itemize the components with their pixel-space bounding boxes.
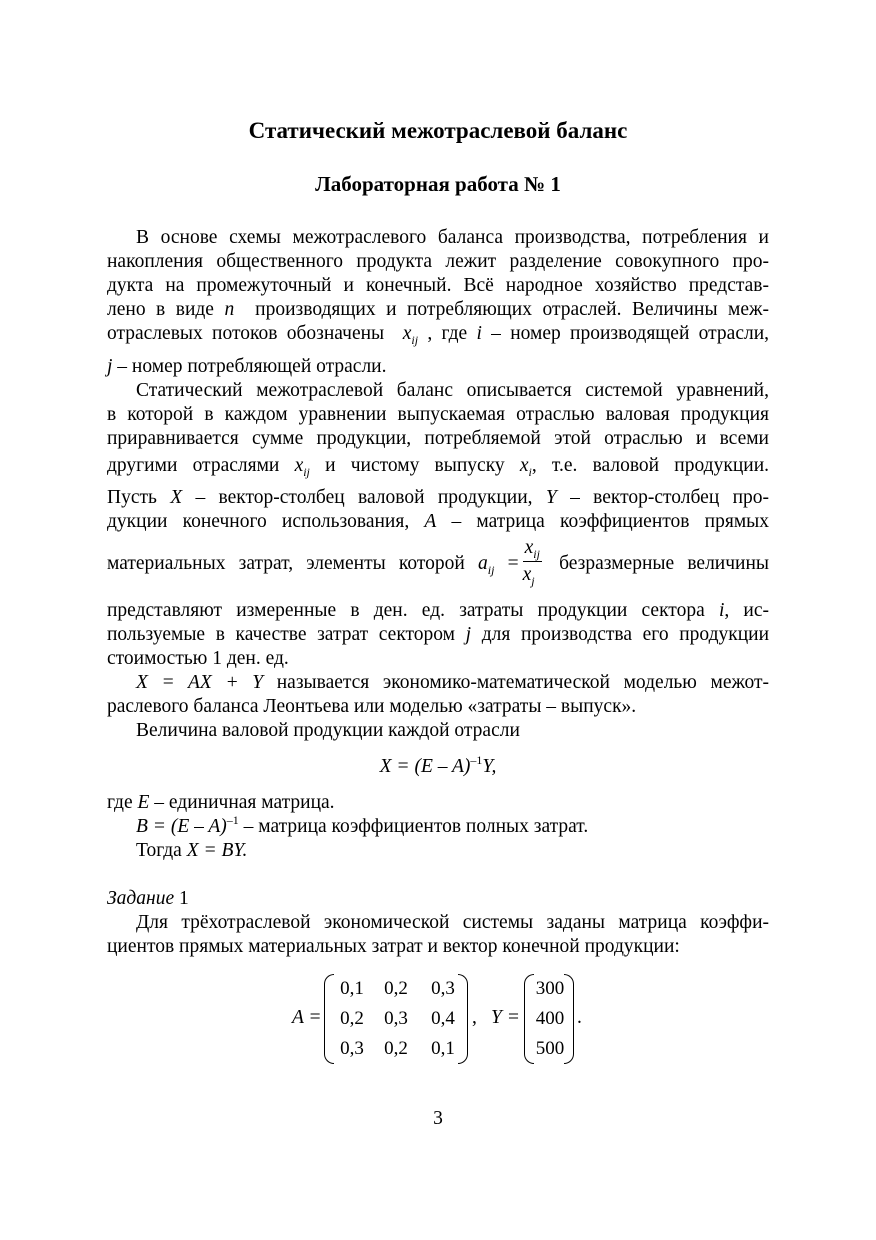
page-number: 3: [433, 1108, 443, 1129]
text-line: другими отраслями $x_{ij}$ и чистому выпуску $x_i$, т.е. валовой продукции.: [107, 455, 770, 479]
text-line: Пусть X – вектор-столбец валовой продукции, Y – вектор-столбец про-: [107, 487, 770, 508]
text-line: раслевого баланса Леонтьева или моделью «затраты – выпуск».: [107, 696, 637, 717]
text-line: дукции конечного использования, A – матрица коэффициентов прямых: [107, 511, 770, 532]
matrix-a-right-bracket: [458, 974, 468, 1064]
vector-y-right-bracket: [564, 974, 574, 1064]
text-line: отраслевых потоков обозначены $x_{ij}$ , где i – номер производящей отрасли,: [107, 323, 770, 347]
text-line: где E – единичная матрица.: [107, 792, 335, 813]
text-line: в которой в каждом уравнении выпускаемая отраслью валовая продукция: [107, 404, 769, 425]
text-line: стоимостью 1 ден. ед.: [107, 648, 289, 669]
text-line: циентов прямых материальных затрат и вектор конечной продукции:: [107, 936, 680, 957]
matrix-cell: 0,3: [384, 1008, 408, 1029]
text-line: пользуемые в качестве затрат сектором j для производства его продукции: [107, 624, 770, 645]
vector-cell: 300: [535, 978, 565, 999]
text-line: приравнивается сумме продукции, потребляемой этой отраслью и всеми: [107, 428, 769, 449]
coefficient-formula: $a_{ij}$ = $\frac{x_{ij}}{x_j}$: [478, 537, 540, 588]
matrix-cell: 0,2: [384, 978, 408, 999]
task-heading: Задание 1: [107, 888, 189, 909]
text-line: В основе схемы межотраслевого баланса производства, потребления и: [136, 227, 769, 248]
vector-y-label: Y =: [491, 1007, 520, 1028]
text-line: j – номер потребляющей отрасли.: [107, 356, 387, 377]
page-title: Статический межотраслевой баланс: [248, 118, 628, 143]
matrix-a-label: A =: [292, 1007, 322, 1028]
matrix-cell: 0,3: [431, 978, 455, 999]
matrix-cell: 0,2: [384, 1038, 408, 1059]
text-line: представляют измеренные в ден. ед. затраты продукции сектора i, ис-: [107, 600, 770, 621]
page-subtitle: Лабораторная работа № 1: [315, 172, 561, 196]
matrix-cell: 0,1: [340, 978, 364, 999]
leontief-formula: X = (E – A)$^{-1}$Y,: [379, 753, 497, 777]
text-line: материальных затрат, элементы которой $a_{ij}$ = $\frac{x_{ij}}{x_j}$ безразмерные величины: [107, 537, 770, 588]
text-line: Статический межотраслевой баланс описывается системой уравнений,: [136, 380, 769, 401]
matrix-period: .: [577, 1007, 582, 1028]
vector-cell: 400: [535, 1008, 565, 1029]
vector-cell: 500: [535, 1038, 565, 1059]
matrix-cell: 0,2: [340, 1008, 364, 1029]
matrices: [107, 970, 769, 1070]
text-line: B = (E – A)$^{-1}$ – матрица коэффициентов полных затрат.: [136, 813, 589, 837]
matrix-cell: 0,4: [431, 1008, 455, 1029]
matrix-cell: 0,1: [431, 1038, 455, 1059]
text-line: X = AX + Y называется экономико-математической моделью межот-: [136, 672, 770, 693]
text-line: Величина валовой продукции каждой отрасли: [136, 720, 520, 741]
matrix-comma: ,: [472, 1007, 477, 1028]
matrix-cell: 0,3: [340, 1038, 364, 1059]
text-line: Тогда X = BY.: [136, 840, 248, 861]
text-line: Для трёхотраслевой экономической системы заданы матрица коэффи-: [136, 912, 769, 933]
text-line: лено в виде n производящих и потребляющих отраслей. Величины меж-: [107, 299, 770, 320]
text-line: накопления общественного продукта лежит разделение совокупного про-: [107, 251, 769, 272]
text-line: дукта на промежуточный и конечный. Всё народное хозяйство представ-: [107, 275, 769, 296]
